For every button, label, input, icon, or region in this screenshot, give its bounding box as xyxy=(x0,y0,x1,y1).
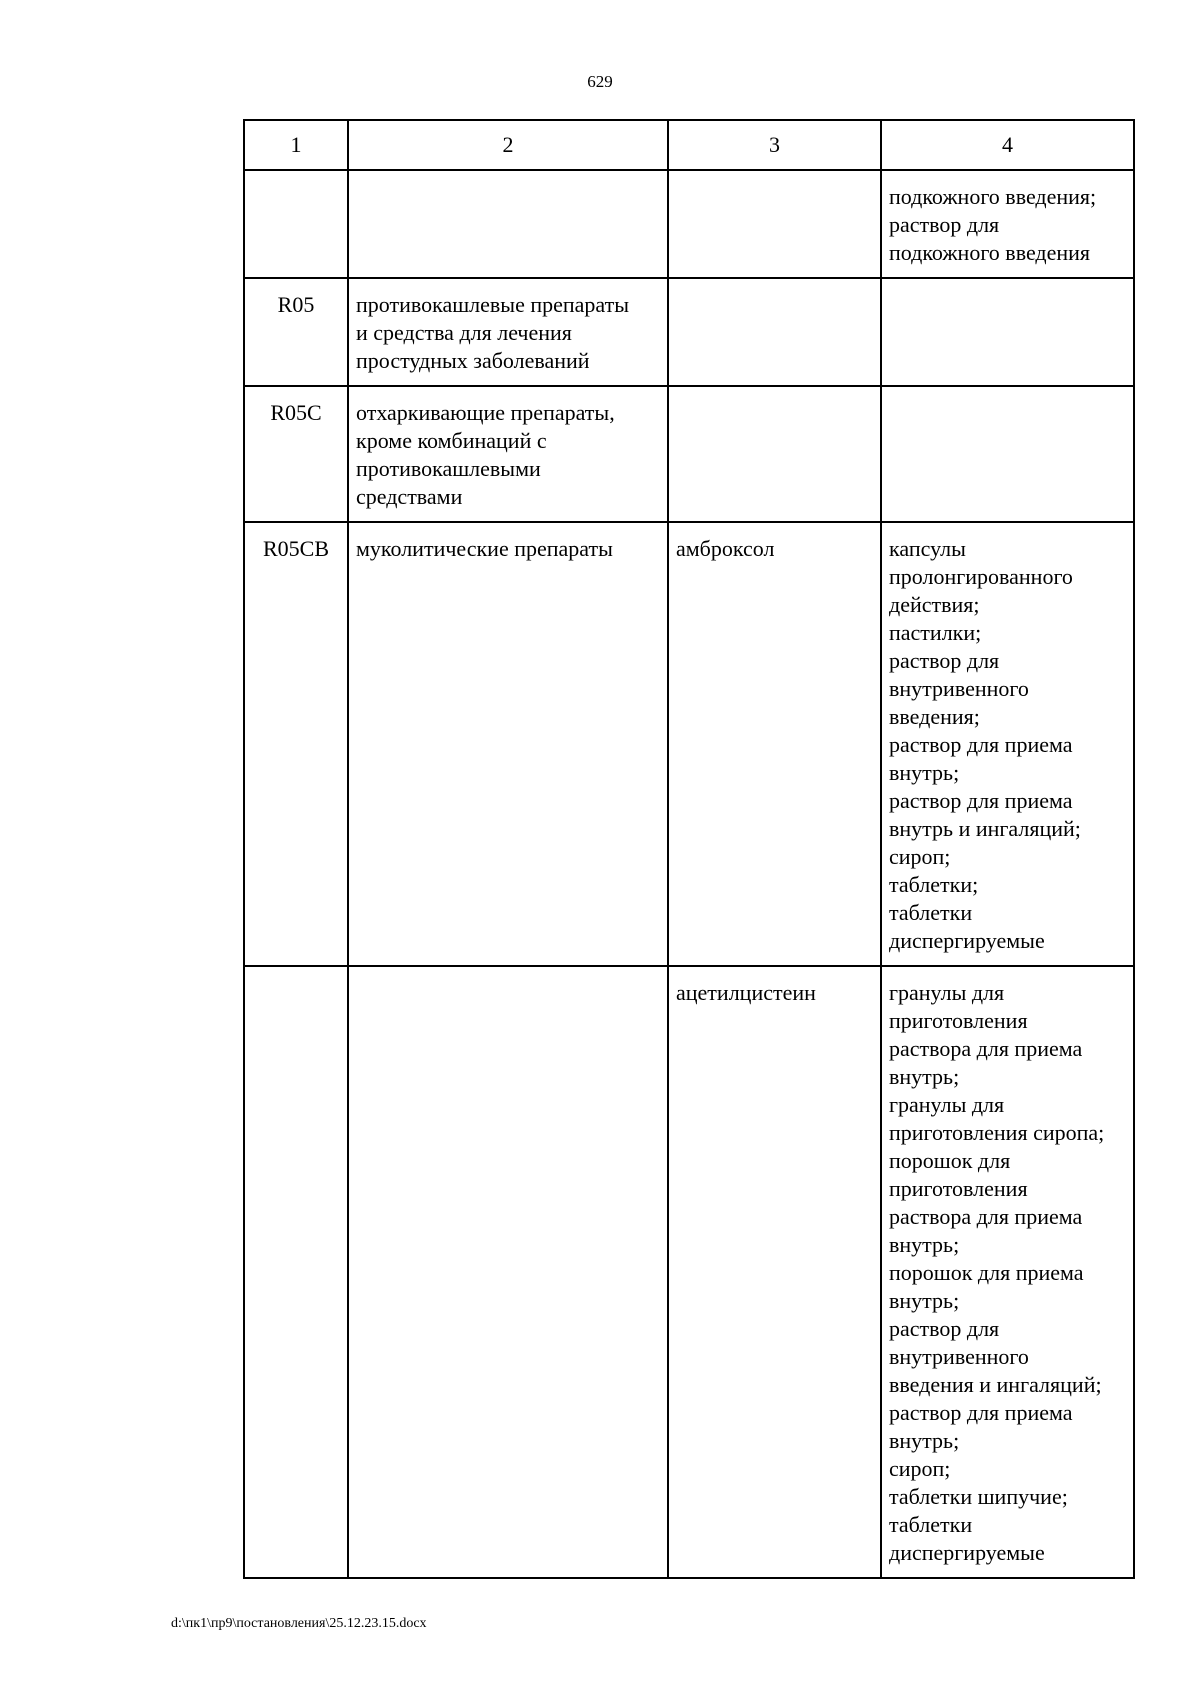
dosage-forms-cell xyxy=(881,278,1134,386)
column-header-2: 2 xyxy=(348,120,668,170)
table-row xyxy=(244,278,1134,386)
medication-table xyxy=(243,119,1135,1579)
substance-cell xyxy=(668,386,881,522)
atc-code-cell xyxy=(244,170,348,278)
page-number: 629 xyxy=(587,72,613,91)
atc-code-cell xyxy=(244,966,348,1578)
group-name-cell xyxy=(348,170,668,278)
column-header-4: 4 xyxy=(881,120,1134,170)
group-name-cell: противокашлевые препараты и средства для лечения простудных заболеваний xyxy=(348,278,668,386)
table-row xyxy=(244,522,1134,966)
group-name-cell: муколитические препараты xyxy=(348,522,668,966)
atc-code-cell: R05 xyxy=(244,278,348,386)
substance-cell: амброксол xyxy=(668,522,881,966)
column-header-1: 1 xyxy=(244,120,348,170)
column-header-3: 3 xyxy=(668,120,881,170)
group-name-cell: отхаркивающие препараты, кроме комбинаций с противокашлевыми средствами xyxy=(348,386,668,522)
dosage-forms-cell xyxy=(881,386,1134,522)
dosage-forms-cell: подкожного введения; раствор для подкожного введения xyxy=(881,170,1134,278)
substance-cell: ацетилцистеин xyxy=(668,966,881,1578)
atc-code-cell: R05CB xyxy=(244,522,348,966)
table-header-row xyxy=(244,120,1134,170)
table-row xyxy=(244,386,1134,522)
table-row xyxy=(244,966,1134,1578)
group-name-cell xyxy=(348,966,668,1578)
substance-cell xyxy=(668,170,881,278)
table-row xyxy=(244,170,1134,278)
dosage-forms-cell: гранулы для приготовления раствора для приема внутрь; гранулы для приготовления сиропа; порошок для приготовления раствора для приема внутрь; порошок для приема внутрь; раствор для внутривенного введения и ингаляций; раствор для приема внутрь; сироп; таблетки шипучие; таблетки диспергируемые xyxy=(881,966,1134,1578)
dosage-forms-cell: капсулы пролонгированного действия; пастилки; раствор для внутривенного введения; раствор для приема внутрь; раствор для приема внутрь и ингаляций; сироп; таблетки; таблетки диспергируемые xyxy=(881,522,1134,966)
footer-file-path: d:\пк1\пр9\постановления\25.12.23.15.docx xyxy=(171,1616,427,1631)
atc-code-cell: R05C xyxy=(244,386,348,522)
substance-cell xyxy=(668,278,881,386)
